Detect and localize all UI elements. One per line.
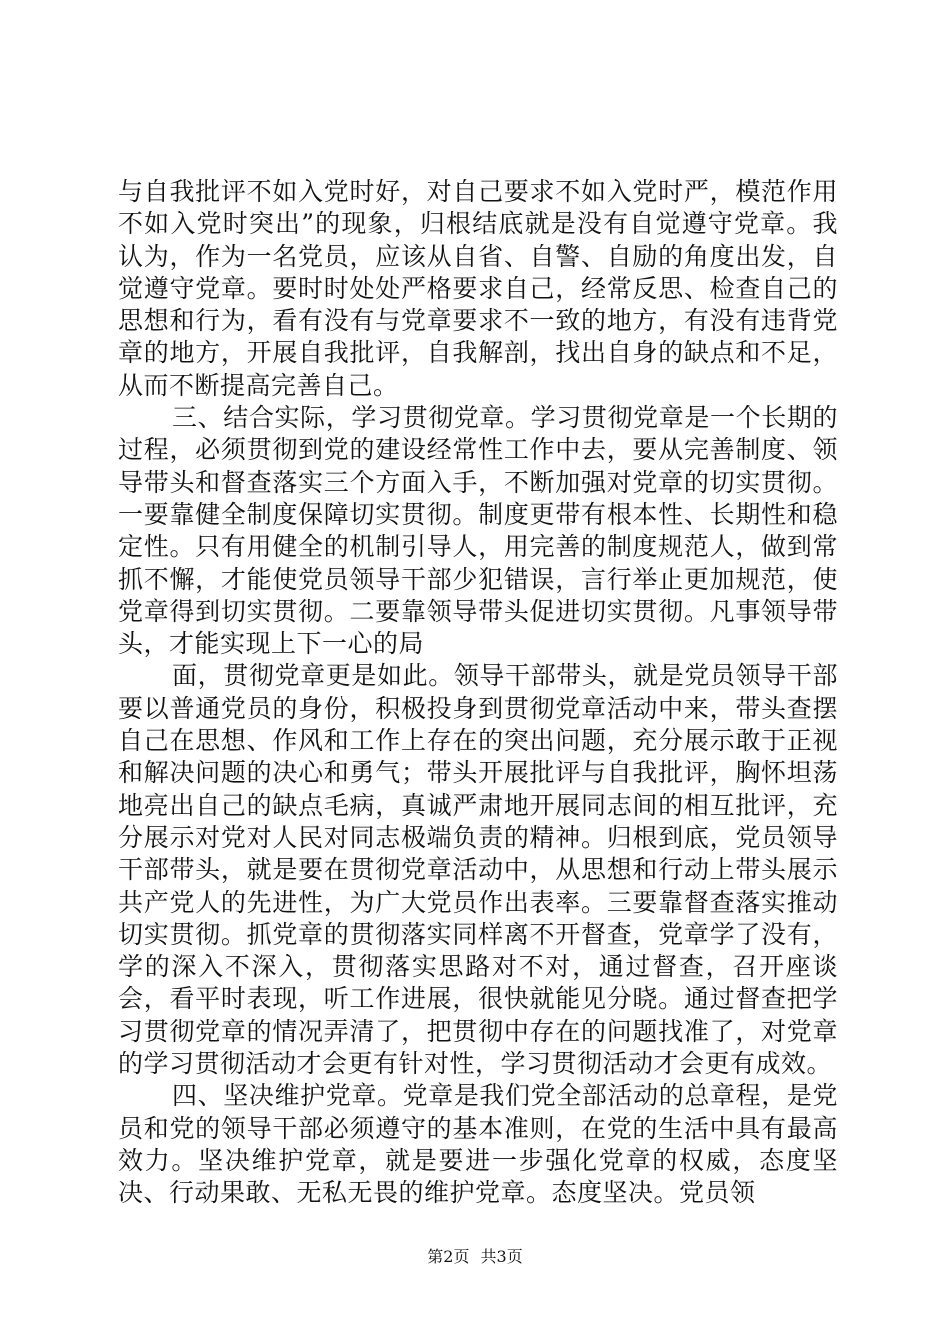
- paragraph-2: 三、结合实际，学习贯彻党章。学习贯彻党章是一个长期的过程，必须贯彻到党的建设经常性工作中去，要从完善制度、领导带头和督查落实三个方面入手，不断加强对党章的切实贯彻。一要靠健全制度保障切实贯彻。制度更带有根本性、长期性和稳定性。只有用健全的机制引导人，用完善的制度规范人，做到常抓不懈，才能使党员领导干部少犯错误，言行举止更加规范，使党章得到切实贯彻。二要靠领导带头促进切实贯彻。凡事领导带头，才能实现上下一心的局: [118, 403, 838, 659]
- document-body: [118, 176, 838, 1210]
- page-footer: [0, 1244, 950, 1267]
- page-total: 共3页: [480, 1247, 523, 1266]
- paragraph-4: 四、坚决维护党章。党章是我们党全部活动的总章程，是党员和党的领导干部必须遵守的基本准则，在党的生活中具有最高效力。坚决维护党章，就是要进一步强化党章的权威，态度坚决、行动果敢、无私无畏的维护党章。态度坚决。党员领: [118, 1081, 838, 1208]
- page-number: 第2页: [427, 1247, 470, 1266]
- paragraph-1: 与自我批评不如入党时好，对自己要求不如入党时严，模范作用不如入党时突出”的现象，归根结底就是没有自觉遵守党章。我认为，作为一名党员，应该从自省、自警、自励的角度出发，自觉遵守党章。要时时处处严格要求自己，经常反思、检查自己的思想和行为，看有没有与党章要求不一致的地方，有没有违背党章的地方，开展自我批评，自我解剖，找出自身的缺点和不足，从而不断提高完善自己。: [118, 177, 838, 400]
- paragraph-3: 面，贯彻党章更是如此。领导干部带头，就是党员领导干部要以普通党员的身份，积极投身到贯彻党章活动中来，带头查摆自己在思想、作风和工作上存在的突出问题，充分展示敢于正视和解决问题的决心和勇气；带头开展批评与自我批评，胸怀坦荡地亮出自己的缺点毛病，真诚严肃地开展同志间的相互批评，充分展示对党对人民对同志极端负责的精神。归根到底，党员领导干部带头，就是要在贯彻党章活动中，从思想和行动上带头展示共产党人的先进性，为广大党员作出表率。三要靠督查落实推动切实贯彻。抓党章的贯彻落实同样离不开督查，党章学了没有，学的深入不深入，贯彻落实思路对不对，通过督查，召开座谈会，看平时表现，听工作进展，很快就能见分晓。通过督查把学习贯彻党章的情况弄清了，把贯彻中存在的问题找准了，对党章的学习贯彻活动才会更有针对性，学习贯彻活动才会更有成效。: [118, 661, 838, 1079]
